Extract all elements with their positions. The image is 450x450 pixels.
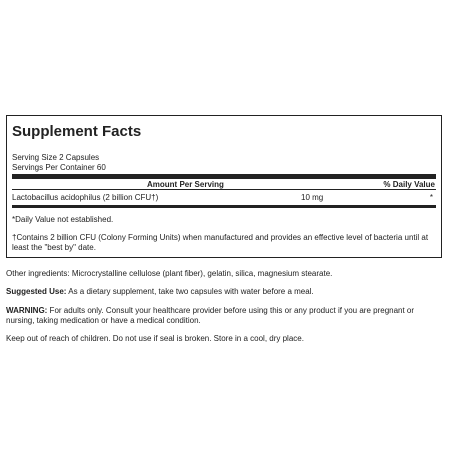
ingredient-daily-value: * [429, 193, 433, 202]
daily-value-footnote: *Daily Value not established. [12, 215, 114, 224]
facts-divider-bottom [12, 205, 436, 208]
daily-value-header: % Daily Value [383, 180, 435, 189]
suggested-use-label: Suggested Use: [6, 287, 67, 296]
suggested-use [6, 287, 442, 297]
supplement-facts-panel [6, 115, 442, 258]
ingredient-amount: 10 mg [301, 193, 324, 202]
cfu-footnote: †Contains 2 billion CFU (Colony Forming Units) when manufactured and provides an effective level of bacteria until at least the "best by" date. [12, 233, 429, 252]
warning-label: WARNING: [6, 306, 48, 315]
warning [6, 306, 442, 326]
warning-text: For adults only. Consult your healthcare provider before using this or any product if you are pregnant or nursing, taking medication or have a medical condition. [6, 306, 415, 325]
serving-size: Serving Size 2 Capsules [12, 153, 100, 162]
ingredient-name: Lactobacillus acidophilus (2 billion CFU†) [12, 193, 159, 202]
other-ingredients: Other ingredients: Microcrystalline cellulose (plant fiber), gelatin, silica, magnesium stearate. [6, 269, 333, 278]
facts-divider-thick [12, 174, 436, 179]
supplement-facts-title: Supplement Facts [12, 123, 142, 140]
servings-per-container: Servings Per Container 60 [12, 163, 106, 172]
amount-per-serving-header: Amount Per Serving [147, 180, 224, 189]
storage-instructions: Keep out of reach of children. Do not use if seal is broken. Store in a cool, dry place. [6, 334, 304, 343]
facts-divider-thin [12, 189, 436, 190]
suggested-use-text: As a dietary supplement, take two capsules with water before a meal. [66, 287, 314, 296]
